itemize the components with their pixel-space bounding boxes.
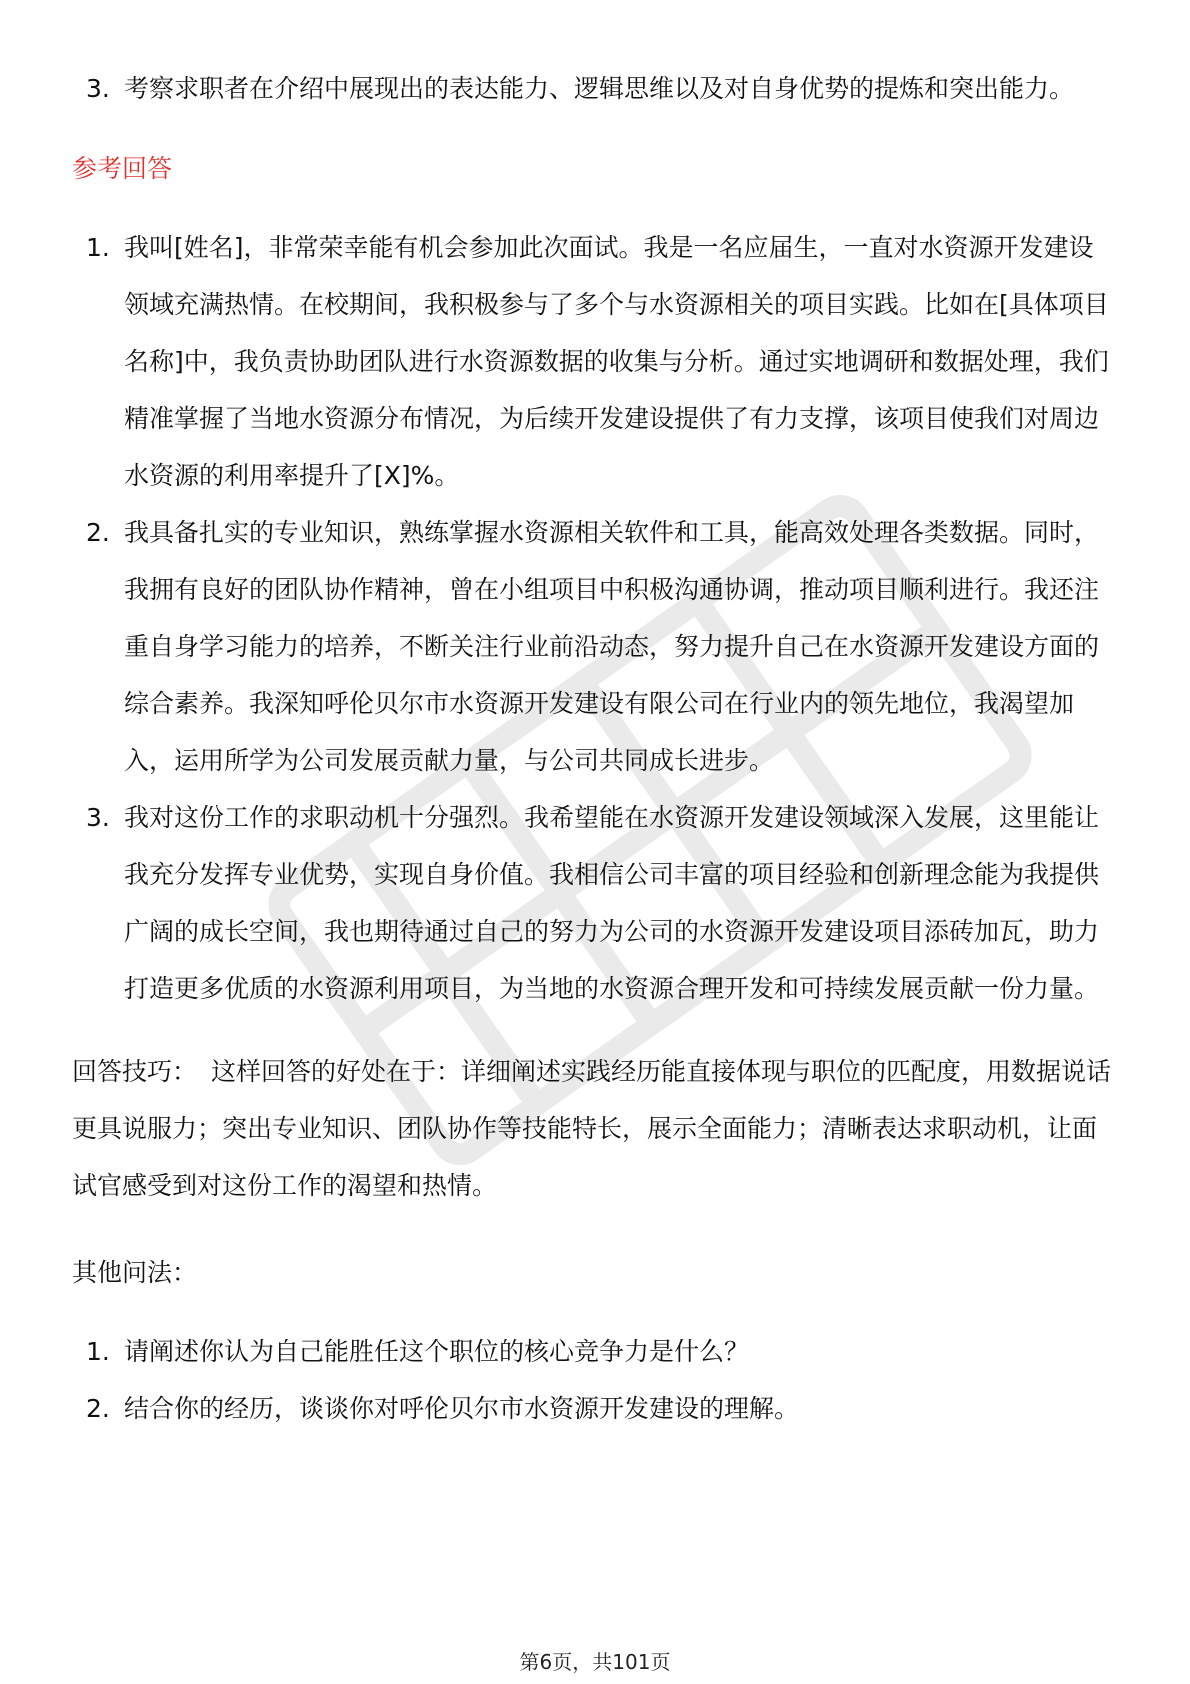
list-item-text: 我对这份工作的求职动机十分强烈。我希望能在水资源开发建设领域深入发展，这里能让我充分发挥专业优势，实现自身价值。我相信公司丰富的项目经验和创新理念能为我提供广阔的成长空间，我也期待通过自己的努力为公司的水资源开发建设项目添砖加瓦，助力打造更多优质的水资源利用项目，为当地的水资源合理开发和可持续发展贡献一份力量。 — [124, 803, 1100, 1003]
list-number: 2. — [86, 1394, 110, 1423]
reference-answer-list — [72, 219, 1118, 1017]
list-item — [72, 219, 1118, 504]
list-item — [72, 789, 1118, 1017]
answer-tips-text: 这样回答的好处在于：详细阐述实践经历能直接体现与职位的匹配度，用数据说话更具说服力；突出专业知识、团队协作等技能特长，展示全面能力；清晰表达求职动机，让面试官感受到对这份工作的渴望和热情。 — [72, 1057, 1112, 1200]
list-item — [72, 1323, 1118, 1380]
reference-answer-title: 参考回答 — [72, 154, 173, 183]
top-list — [72, 60, 1118, 117]
list-item — [72, 504, 1118, 789]
list-item — [72, 1380, 1118, 1437]
answer-tips-label: 回答技巧： — [72, 1057, 198, 1086]
list-number: 2. — [86, 518, 110, 547]
page-footer: 第6页，共101页 — [519, 1650, 671, 1674]
list-item — [72, 60, 1118, 117]
list-number: 3. — [86, 803, 110, 832]
list-item-text: 考察求职者在介绍中展现出的表达能力、逻辑思维以及对自身优势的提炼和突出能力。 — [124, 74, 1075, 103]
answer-tips-paragraph — [72, 1043, 1118, 1214]
document-page — [72, 60, 1118, 1437]
list-item-text: 我具备扎实的专业知识，熟练掌握水资源相关软件和工具，能高效处理各类数据。同时，我拥有良好的团队协作精神，曾在小组项目中积极沟通协调，推动项目顺利进行。我还注重自身学习能力的培养，不断关注行业前沿动态，努力提升自己在水资源开发建设方面的综合素养。我深知呼伦贝尔市水资源开发建设有限公司在行业内的领先地位，我渴望加入，运用所学为公司发展贡献力量，与公司共同成长进步。 — [124, 518, 1100, 775]
list-item-text: 我叫[姓名]，非常荣幸能有机会参加此次面试。我是一名应届生，一直对水资源开发建设领域充满热情。在校期间，我积极参与了多个与水资源相关的项目实践。比如在[具体项目名称]中，我负责协助团队进行水资源数据的收集与分析。通过实地调研和数据处理，我们精准掌握了当地水资源分布情况，为后续开发建设提供了有力支撑，该项目使我们对周边水资源的利用率提升了[X]%。 — [124, 233, 1109, 490]
list-number: 3. — [86, 74, 110, 103]
list-number: 1. — [86, 1337, 110, 1366]
list-item-text: 结合你的经历，谈谈你对呼伦贝尔市水资源开发建设的理解。 — [124, 1394, 800, 1423]
other-questions-label: 其他问法： — [72, 1258, 198, 1287]
list-number: 1. — [86, 233, 110, 262]
other-questions-list — [72, 1323, 1118, 1437]
list-item-text: 请阐述你认为自己能胜任这个职位的核心竞争力是什么？ — [124, 1337, 750, 1366]
